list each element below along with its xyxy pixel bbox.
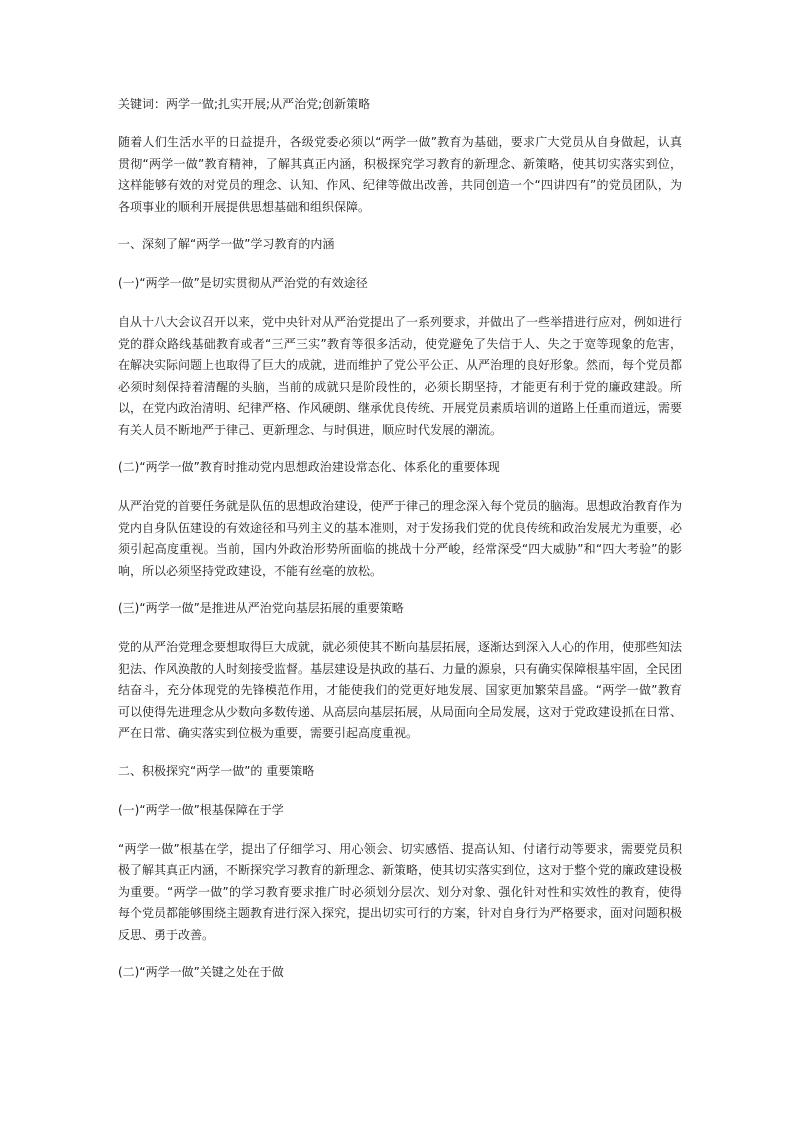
section-1-sub-2-paragraph: 从严治党的首要任务就是队伍的思想政治建设，使严于律己的理念深入每个党员的脑海。思想政治教育作为党内自身队伍建设的有效途径和马列主义的基本准则，对于发扬我们党的优良传统和政治发展尤为重要，必须引起高度重视。当前，国内外政治形势所面临的挑战十分严峻，经常深受“四大威胁”和“四大考验”的影响，所以必须坚持党政建设，不能有丝毫的放松。 <box>118 499 683 578</box>
keywords-line: 关键词：两学一做;扎实开展;从严治党;创新策略 <box>118 97 371 111</box>
section-1-sub-3-paragraph: 党的从严治党理念要想取得巨大成就，就必须使其不断向基层拓展，逐渐达到深入人心的作用，使那些知法犯法、作风涣散的人时刻接受监督。基层建设是执政的基石、力量的源泉，只有确实保障根基牢固，全民团结奋斗，充分体现党的先锋模范作用，才能使我们的党更好地发展、国家更加繁荣昌盛。“两学一做”教育可以使得先进理念从少数向多数传递、从高层向基层拓展，从局面向全局发展，这对于党政建设抓在日常、严在日常、确实落实到位极为重要，需要引起高度重视。 <box>118 640 683 740</box>
intro-paragraph: 随着人们生活水平的日益提升，各级党委必须以“两学一做”教育为基础，要求广大党员从自身做起，认真贯彻“两学一做”教育精神，了解其真正内涵，积极探究学习教育的新理念、新策略，使其切实落实到位，这样能够有效的对党员的理念、认知、作风、纪律等做出改善，共同创造一个“四讲四有”的党员团队，为各项事业的顺利开展提供思想基础和组织保障。 <box>118 135 682 214</box>
section-1-sub-3-heading: (三)“两学一做”是推进从严治党向基层拓展的重要策略 <box>118 601 404 615</box>
section-1-sub-1-heading: (一)“两学一做”是切实贯彻从严治党的有效途径 <box>118 276 368 290</box>
section-2-sub-1-heading: (一)“两学一做”根基保障在于学 <box>118 802 284 817</box>
section-2-sub-2-heading: (二)“两学一做”关键之处在于做 <box>118 965 284 979</box>
section-1-heading: 一、深刻了解“两学一做”学习教育的内涵 <box>118 237 335 251</box>
section-1-sub-2-heading: (二)“两学一做”教育时推动党内思想政治建设常态化、体系化的重要体现 <box>118 460 500 474</box>
section-2-heading: 二、积极探究“两学一做”的 重要策略 <box>118 763 315 778</box>
section-2-sub-1-paragraph: “两学一做”根基在学，提出了仔细学习、用心领会、切实感悟、提高认知、付诸行动等要求，需要党员积极了解其真正内涵，不断探究学习教育的新理念、新策略，使其切实落实到位，这对于整个党的廉政建设极为重要。“两学一做”的学习教育要求推广时必须划分层次、划分对象、强化针对性和实效性的教育，使得每个党员都能够围绕主题教育进行深入探究，提出切实可行的方案，针对自身行为严格要求，面对问题积极反思、勇于改善。 <box>118 841 683 942</box>
section-1-sub-1-paragraph: 自从十八大会议召开以来，党中央针对从严治党提出了一系列要求，并做出了一些举措进行应对，例如进行党的群众路线基础教育或者“三严三实”教育等很多活动，使党避免了失信于人、失之于宽等现象的危害，在解决实际问题上也取得了巨大的成就，进而维护了党公平公正、从严治理的良好形象。然而，每个党员都必须时刻保持着清醒的头脑，当前的成就只是阶段性的，必须长期坚持，才能更有利于党的廉政建設。所以，在党内政治清明、纪律严格、作风硬朗、继承优良传统、开展党员素质培训的道路上任重而道远，需要有关人员不断地严于律己、更新理念、与时俱进，顺应时代发展的潮流。 <box>118 315 683 437</box>
